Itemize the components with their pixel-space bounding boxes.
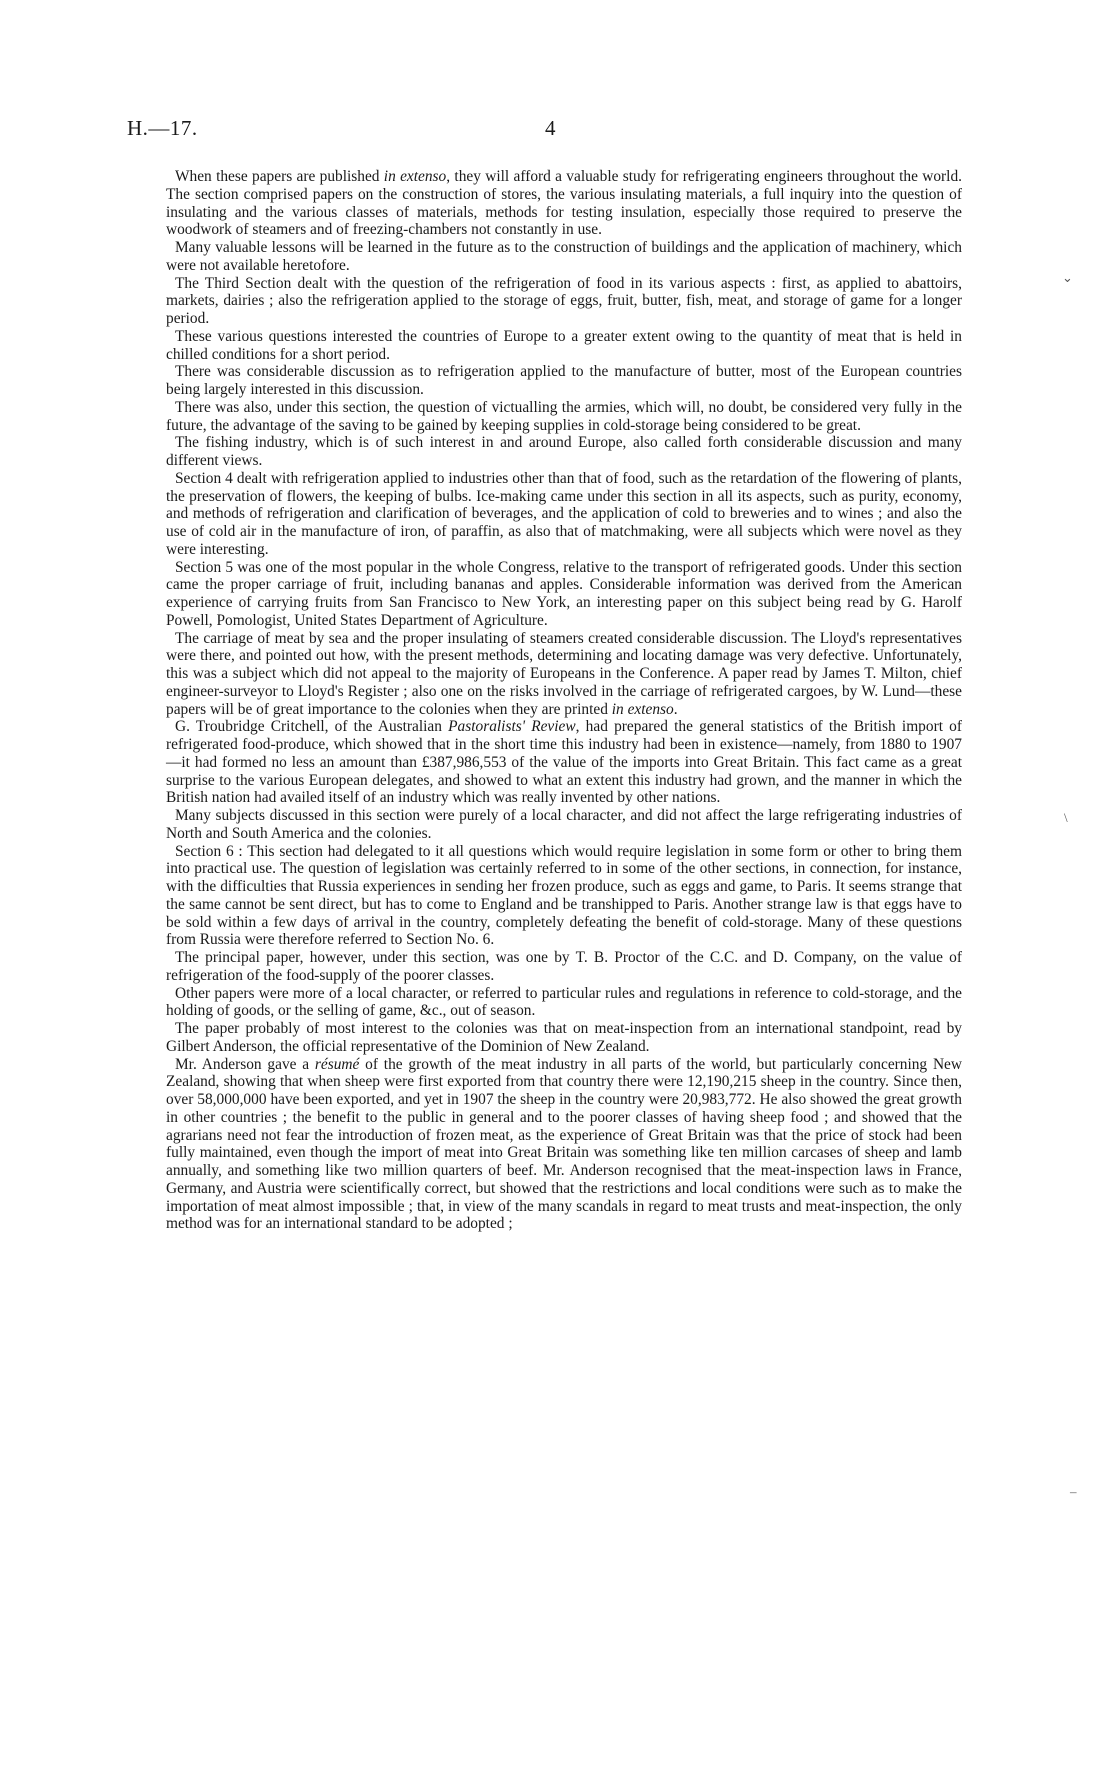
paragraph-text: Section 6 : This section had delegated to it all questions which would require legislation in some form or other to bring them into practical use. The question of legislation was certainly referred to in some of the other sections, in connection, for instance, with the difficulties that Russia experiences in sending her frozen produce, such as eggs and game, to Paris. It seems strange that the same cannot be sent direct, but has to come to England and be transhipped to Paris. Another strange law is that eggs have to be sold within a few days of arrival in the country, completely defeating the benefit of cold-storage. Many of these questions from Russia were therefore referred to Section No. 6. bbox=[166, 842, 962, 949]
paragraph bbox=[166, 470, 962, 559]
italic-term: in extenso bbox=[383, 168, 447, 185]
paragraph-text: There was also, under this section, the question of victualling the armies, which will, no doubt, be considered very fully in the future, the advantage of the saving to be gained by keeping supplies in cold-storage being considered to be great. bbox=[166, 398, 962, 434]
paragraph bbox=[166, 168, 962, 239]
italic-term: Pastoralists' Review bbox=[448, 718, 576, 736]
paragraph-text: The Third Section dealt with the question of the refrigeration of food in its various aspects : first, as applied to abattoirs, markets, dairies ; also the refrigeration applied to the storage of eggs, fruit, butter, fish, meat, and storage of game for a longer period. bbox=[166, 274, 962, 327]
paragraph bbox=[166, 363, 962, 399]
paragraph bbox=[166, 807, 962, 843]
paragraph-text: Section 4 dealt with refrigeration applied to industries other than that of food, such as the retardation of the flowering of plants, the preservation of flowers, the keeping of bulbs. Ice-making came under this section in all its aspects, such as purity, economy, and methods of refrigeration and clarification of beverages, and the application of cold to breweries and to wines ; and also the use of cold air in the manufacture of iron, of paraffin, as also that of matchmaking, were all subjects which were novel as they were interesting. bbox=[166, 469, 962, 558]
margin-mark: \ bbox=[1064, 810, 1068, 825]
page-number: 4 bbox=[545, 116, 556, 140]
body-text bbox=[166, 168, 962, 1233]
paragraph-text: , they will afford a valuable study for refrigerating engineers throughout the world. The section comprised papers on the construction of stores, the various insulating materials, a full inquiry into the question of insulating and the various classes of materials, methods for testing insulation, especially those required to preserve the woodwork of steamers and of freezing-chambers not constantly in use. bbox=[166, 168, 962, 239]
paragraph bbox=[166, 239, 962, 275]
paragraph bbox=[166, 559, 962, 630]
paragraph-text: The principal paper, however, under this section, was one by T. B. Proctor of the C.C. and D. Company, on the value of refrigeration of the food-supply of the poorer classes. bbox=[166, 949, 962, 984]
paragraph-text: Other papers were more of a local character, or referred to particular rules and regulations in reference to cold-storage, and the holding of goods, or the selling of game, &c., out of season. bbox=[166, 984, 962, 1020]
paragraph bbox=[166, 1020, 962, 1056]
paragraph-text: of the growth of the meat industry in all parts of the world, but particularly concerning New Zealand, showing that when sheep were first exported from that country there were 12,190,215 sheep in the country. Since then, over 58,000,000 have been exported, and yet in 1907 the sheep in the country were 20,983,772. He also showed the great growth in other countries ; the benefit to the public in general and to the poorer classes of having sheep food ; and showed that the agrarians need not fear the introduction of frozen meat, as the experience of Great Britain was that the price of stock had been fully maintained, even though the import of meat into Great Britain was something like ten million carcases of sheep and lamb annually, and something like two million quarters of beef. Mr. Anderson recognised that the meat-inspection laws in France, Germany, and Austria were scientifically correct, but showed that the restrictions and local conditions were such as to make the importation of meat almost impossible ; that, in view of the many scandals in regard to meat trusts and meat-inspection, the only method was for an international standard to be adopted ; bbox=[166, 1055, 963, 1233]
paragraph-text: Mr. Anderson gave a bbox=[175, 1055, 315, 1073]
paragraph-text: Many valuable lessons will be learned in the future as to the construction of buildings and the application of machinery, which were not available heretofore. bbox=[166, 239, 962, 274]
italic-term: résumé bbox=[314, 1055, 360, 1073]
margin-mark: – bbox=[1070, 1484, 1077, 1499]
paragraph-text: Many subjects discussed in this section were purely of a local character, and did not affect the large refrigerating industries of North and South America and the colonies. bbox=[166, 807, 962, 842]
paragraph-text: These various questions interested the countries of Europe to a greater extent owing to the quantity of meat that is held in chilled conditions for a short period. bbox=[166, 327, 962, 363]
paragraph bbox=[166, 275, 962, 328]
paragraph-text: The fishing industry, which is of such interest in and around Europe, also called forth considerable discussion and many different views. bbox=[166, 434, 962, 469]
paragraph-text: The paper probably of most interest to the colonies was that on meat-inspection from an international standpoint, read by Gilbert Anderson, the official representative of the Dominion of New Zealand. bbox=[166, 1020, 962, 1055]
paragraph bbox=[166, 399, 962, 435]
paragraph bbox=[166, 1056, 962, 1234]
paragraph-text: There was considerable discussion as to refrigeration applied to the manufacture of butter, most of the European countries being largely interested in this discussion. bbox=[166, 363, 962, 398]
paragraph-text: , had prepared the general statistics of the British import of refrigerated food-produce, which showed that in the short time this industry had been in existence—namely, from 1880 to 1907—it had formed no less an amount than £387,986,553 of the value of the imports into Great Britain. This fact came as a great surprise to the various European delegates, and showed to what an extent this industry had grown, and the manner in which the British nation had availed itself of an industry which was really invented by other nations. bbox=[166, 718, 962, 807]
document-reference: H.—17. bbox=[127, 116, 198, 140]
italic-term: in extenso bbox=[611, 700, 674, 718]
paragraph bbox=[166, 434, 962, 470]
paragraph-text: G. Troubridge Critchell, of the Australian bbox=[175, 718, 449, 736]
paragraph-text: When these papers are published bbox=[175, 168, 384, 185]
paragraph bbox=[166, 985, 962, 1021]
paragraph bbox=[166, 630, 962, 719]
paragraph-text: Section 5 was one of the most popular in the whole Congress, relative to the transport of refrigerated goods. Under this section came the proper carriage of fruit, including bananas and apples. Considerable information was derived from the American experience of carrying fruits from San Francisco to New York, an interesting paper on this subject being read by G. Harolf Powell, Pomologist, United States Department of Agriculture. bbox=[166, 558, 962, 629]
paragraph bbox=[166, 949, 962, 985]
paragraph bbox=[166, 843, 962, 950]
paragraph-text: . bbox=[673, 700, 678, 718]
paragraph-text: The carriage of meat by sea and the proper insulating of steamers created considerable discussion. The Lloyd's representatives were there, and pointed out how, with the present methods, determining and locating damage was very defective. Unfortunately, this was a subject which did not appeal to the majority of Europeans in the Conference. A paper read by James T. Milton, chief engineer-surveyor to Lloyd's Register ; also one on the risks involved in the carriage of refrigerated cargoes, by W. Lund—these papers will be of great importance to the colonies when they are printed bbox=[166, 629, 962, 718]
paragraph bbox=[166, 718, 962, 807]
margin-mark: ⌄ bbox=[1062, 270, 1073, 285]
paragraph bbox=[166, 328, 962, 364]
